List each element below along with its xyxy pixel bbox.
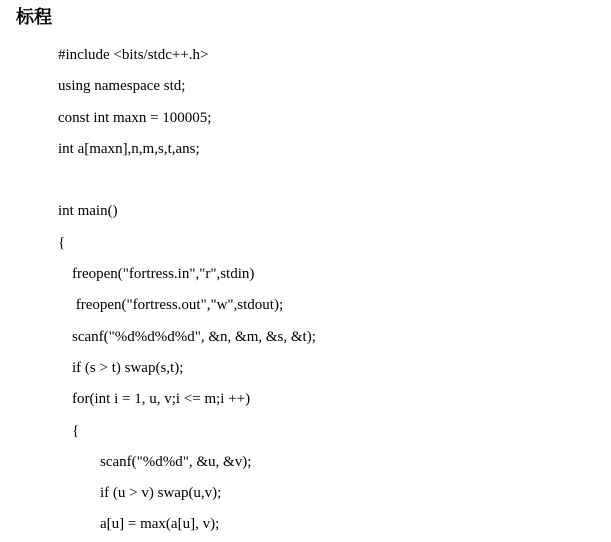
- code-line: freopen("fortress.in","r",stdin): [72, 266, 255, 283]
- code-line: {: [58, 234, 66, 251]
- page-title: 标程: [16, 7, 52, 28]
- code-line: freopen("fortress.out","w",stdout);: [72, 297, 284, 314]
- code-block: [58, 41, 316, 542]
- code-line: int main(): [58, 203, 118, 220]
- code-line: int a[maxn],n,m,s,t,ans;: [58, 140, 200, 157]
- code-line: [58, 166, 316, 197]
- code-line: for(int i = 1, u, v;i <= m;i ++): [72, 391, 251, 408]
- code-line: {: [72, 422, 80, 439]
- code-line: scanf("%d%d", &u, &v);: [100, 453, 252, 470]
- code-line: #include <bits/stdc++.h>: [58, 47, 209, 63]
- code-line: if (s > t) swap(s,t);: [72, 359, 184, 376]
- code-line: if (u > v) swap(u,v);: [100, 485, 222, 502]
- code-line: a[u] = max(a[u], v);: [100, 516, 220, 533]
- code-line: scanf("%d%d%d%d", &n, &m, &s, &t);: [72, 328, 316, 345]
- code-line: const int maxn = 100005;: [58, 109, 212, 126]
- code-line: using namespace std;: [58, 78, 186, 95]
